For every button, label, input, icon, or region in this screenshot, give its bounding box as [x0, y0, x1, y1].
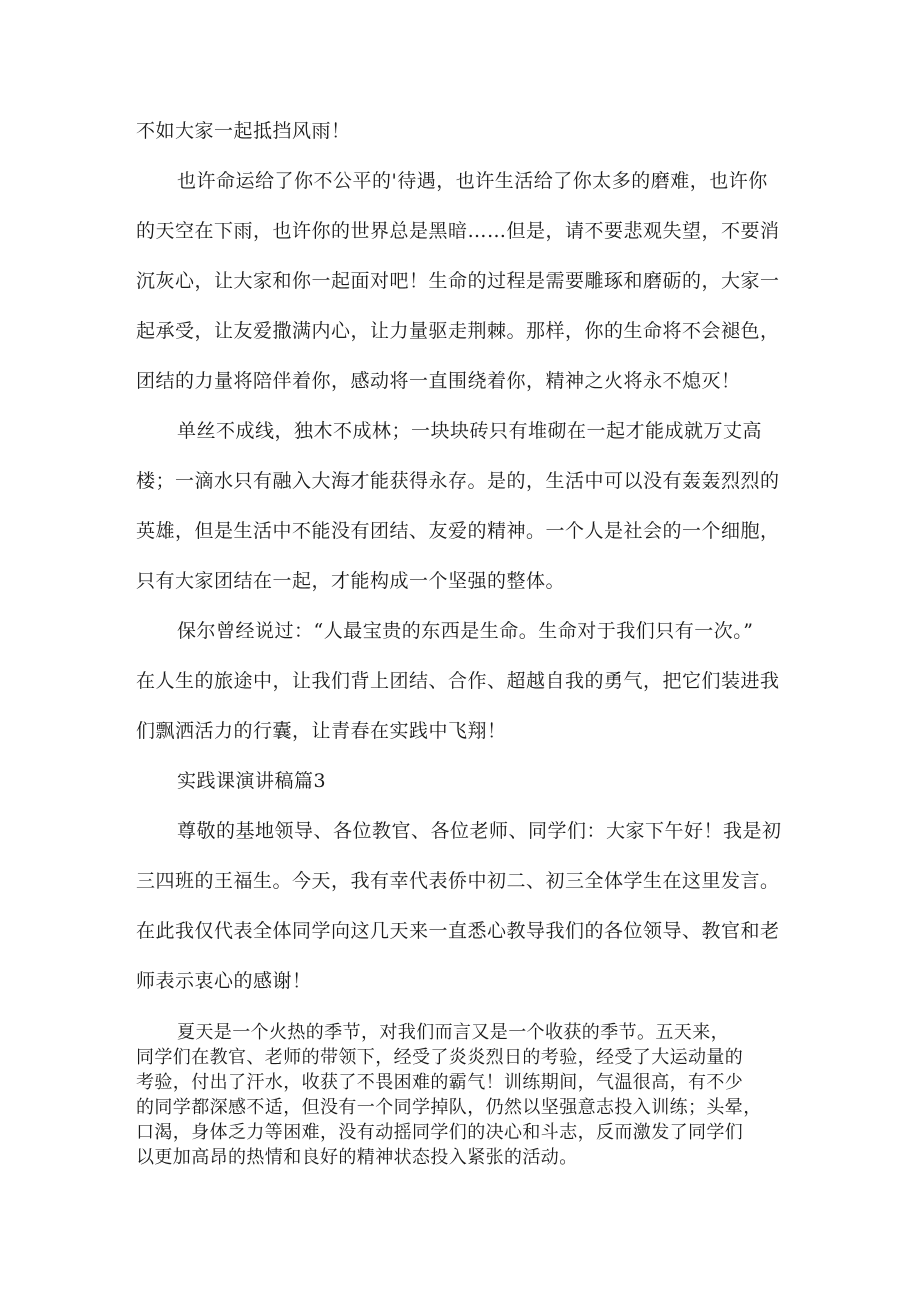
paragraph-line: 口渴，身体乏力等困难，没有动摇同学们的决心和斗志，反而激发了同学们: [136, 1122, 744, 1143]
paragraph-line: 考验，付出了汗水，收获了不畏困难的霸气！训练期间，气温很高，有不少: [136, 1072, 744, 1093]
paragraph-line: 在此我仅代表全体同学向这几天来一直悉心教导我们的各位领导、教官和老: [136, 920, 780, 942]
paragraph-line: 也许命运给了你不公平的'待遇，也许生活给了你太多的磨难，也许你: [177, 170, 768, 192]
paragraph-line: 楼；一滴水只有融入大海才能获得永存。是的，生活中可以没有轰轰烈烈的: [136, 470, 780, 492]
paragraph-line: 的天空在下雨，也许你的世界总是黑暗……但是，请不要悲观失望，不要消: [136, 220, 780, 242]
paragraph-line: 同学们在教官、老师的带领下，经受了炎炎烈日的考验，经受了大运动量的: [136, 1047, 744, 1068]
paragraph-line: 师表示衷心的感谢！: [136, 970, 312, 992]
paragraph-line: 们飘洒活力的行囊，让青春在实践中飞翔！: [136, 720, 507, 742]
paragraph-line: 团结的力量将陪伴着你，感动将一直围绕着你，精神之火将永不熄灭！: [136, 370, 741, 392]
section-heading: 实践课演讲稿篇3: [177, 770, 327, 792]
paragraph-line: 不如大家一起抵挡风雨！: [136, 120, 351, 142]
paragraph-line: 单丝不成线，独木不成林；一块块砖只有堆砌在一起才能成就万丈高: [177, 420, 763, 442]
paragraph-line: 沉灰心，让大家和你一起面对吧！生命的过程是需要雕琢和磨砺的，大家一: [136, 270, 780, 292]
paragraph-line: 以更加高昂的热情和良好的精神状态投入紧张的活动。: [136, 1147, 578, 1168]
paragraph-line: 的同学都深感不适，但没有一个同学掉队，仍然以坚强意志投入训练；头晕，: [136, 1097, 762, 1118]
paragraph-line: 三四班的王福生。今天，我有幸代表侨中初二、初三全体学生在这里发言。: [136, 870, 780, 892]
paragraph-line: 在人生的旅途中，让我们背上团结、合作、超越自我的勇气，把它们装进我: [136, 670, 780, 692]
paragraph-line: 保尔曾经说过：“人最宝贵的东西是生命。生命对于我们只有一次。”: [177, 620, 754, 642]
paragraph-line: 尊敬的基地领导、各位教官、各位老师、同学们：大家下午好！我是初: [177, 820, 782, 842]
paragraph-line: 夏天是一个火热的季节，对我们而言又是一个收获的季节。五天来，: [177, 1022, 729, 1043]
paragraph-line: 起承受，让友爱撒满内心，让力量驱走荆棘。那样，你的生命将不会褪色，: [136, 320, 780, 342]
paragraph-line: 只有大家团结在一起，才能构成一个坚强的整体。: [136, 570, 566, 592]
paragraph-line: 英雄，但是生活中不能没有团结、友爱的精神。一个人是社会的一个细胞，: [136, 520, 780, 542]
